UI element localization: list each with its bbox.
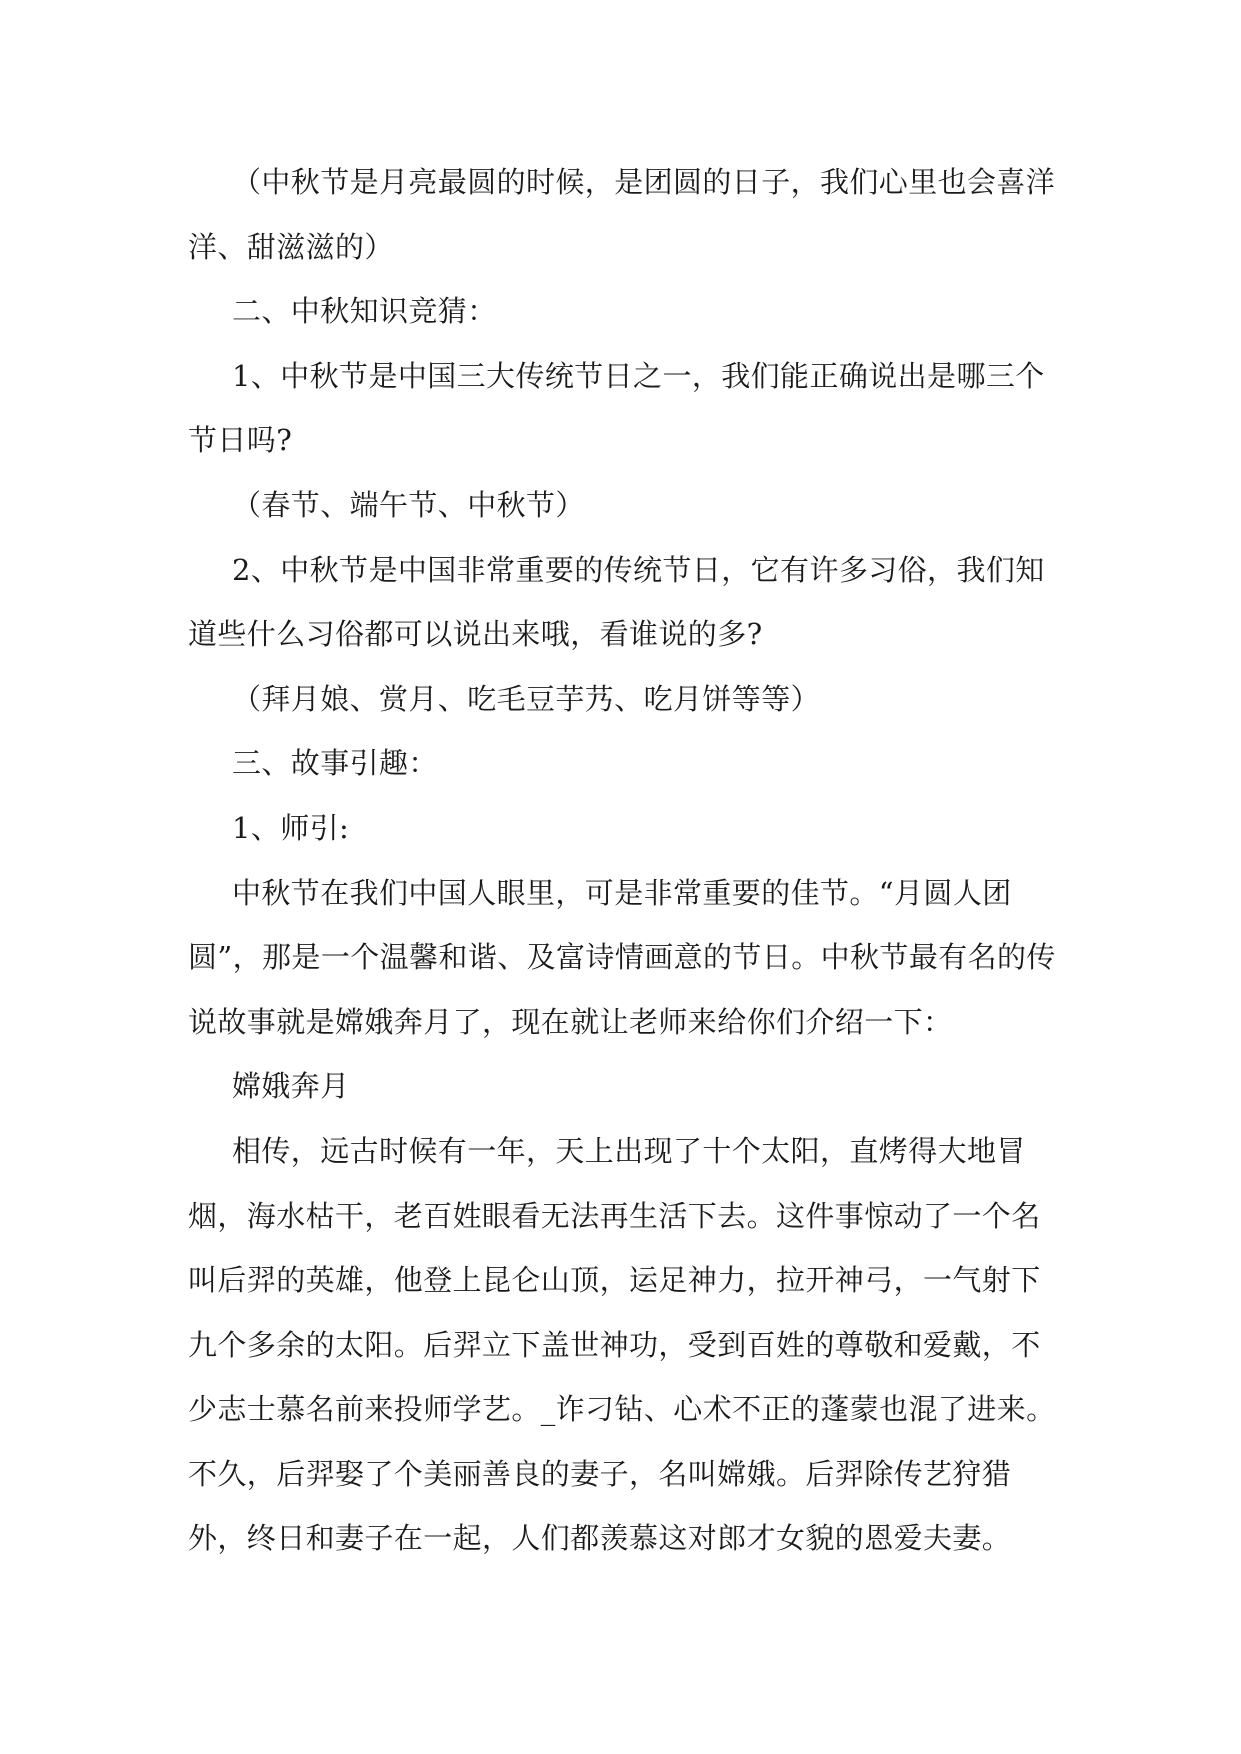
paragraph-story-body: 相传，远古时候有一年，天上出现了十个太阳，直烤得大地冒烟，海水枯干，老百姓眼看无法再生活下去。这件事惊动了一个名叫后羿的英雄，他登上昆仑山顶，运足神力，拉开神弓，一气射下九个多余的太阳。后羿立下盖世神功，受到百姓的尊敬和爱戴，不少志士慕名前来投师学艺。_诈刁钻、心术不正的蓬蒙也混了进来。不久，后羿娶了个美丽善良的妻子，名叫嫦娥。后羿除传艺狩猎外，终日和妻子在一起，人们都羡慕这对郎才女貌的恩爱夫妻。 bbox=[188, 1133, 1056, 1556]
document-body bbox=[188, 150, 1058, 1571]
story-title: 嫦娥奔月 bbox=[232, 1069, 350, 1104]
answer-customs: （拜月娘、赏月、吃毛豆芋艿、吃月饼等等） bbox=[232, 681, 821, 716]
answer-three-festivals: （春节、端午节、中秋节） bbox=[232, 487, 585, 522]
section-heading-quiz: 二、中秋知识竞猜： bbox=[232, 294, 497, 329]
question-customs: 2、中秋节是中国非常重要的传统节日，它有许多习俗，我们知道些什么习俗都可以说出来哦，看谁说的多? bbox=[188, 552, 1045, 652]
section-heading-story: 三、故事引趣： bbox=[232, 746, 438, 781]
paragraph-mid-autumn-meaning: （中秋节是月亮最圆的时候，是团圆的日子，我们心里也会喜洋洋、甜滋滋的） bbox=[188, 165, 1056, 264]
paragraph-teacher-intro: 中秋节在我们中国人眼里，可是非常重要的佳节。“月圆人团圆”，那是一个温馨和谐、及富诗情画意的节日。中秋节最有名的传说故事就是嫦娥奔月了，现在就让老师来给你们介绍一下： bbox=[188, 875, 1056, 1039]
subheading-teacher-intro: 1、师引: bbox=[232, 810, 350, 845]
question-three-festivals: 1、中秋节是中国三大传统节日之一，我们能正确说出是哪三个节日吗? bbox=[188, 358, 1045, 458]
